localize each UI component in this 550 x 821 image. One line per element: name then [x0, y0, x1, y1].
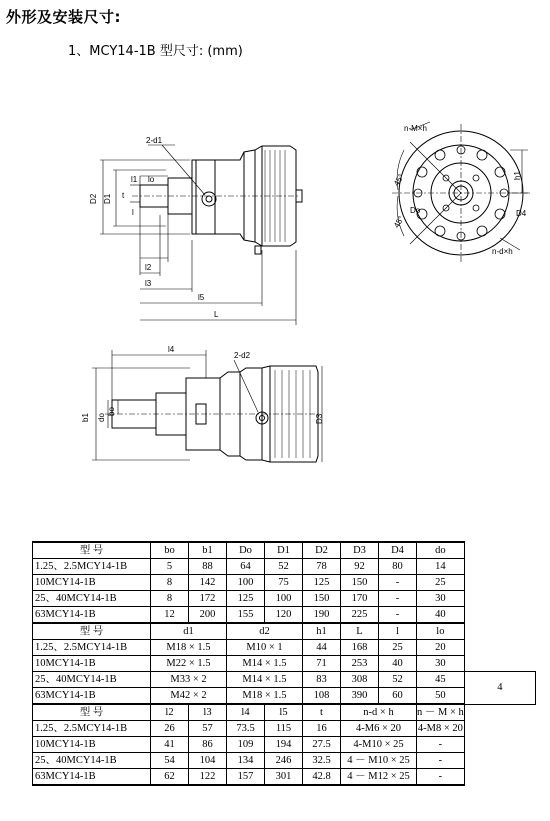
- header-cell: D4: [379, 542, 417, 559]
- header-cell: b1: [189, 542, 227, 559]
- table-cell: 60: [379, 688, 417, 705]
- table-cell: 25、40MCY14-1B: [33, 591, 151, 607]
- table-cell: -: [379, 607, 417, 624]
- table-cell: 8: [151, 591, 189, 607]
- table-cell: 1.25、2.5MCY14-1B: [33, 640, 151, 656]
- table-cell: 92: [341, 559, 379, 575]
- table-cell: 52: [265, 559, 303, 575]
- table-cell: 8: [151, 575, 189, 591]
- table-cell: 190: [303, 607, 341, 624]
- label-l4: l4: [168, 345, 175, 354]
- table-row: [33, 656, 536, 672]
- table-cell: 16: [303, 721, 341, 737]
- label-l2: l2: [145, 263, 152, 272]
- table-row: [33, 607, 536, 624]
- table-cell: 246: [265, 753, 303, 769]
- table-cell: 80: [379, 559, 417, 575]
- table-cell: M18 × 1.5: [227, 688, 303, 705]
- table-cell: 40: [417, 607, 465, 624]
- table-cell: 155: [227, 607, 265, 624]
- table-row: [33, 688, 536, 705]
- table-row: [33, 737, 536, 753]
- label-do: do: [97, 413, 106, 422]
- table-cell: M33 × 2: [151, 672, 227, 688]
- header-cell: D3: [341, 542, 379, 559]
- header-cell: lo: [417, 623, 465, 640]
- header-cell: D2: [303, 542, 341, 559]
- table-cell: 88: [189, 559, 227, 575]
- table-cell: M14 × 1.5: [227, 656, 303, 672]
- table-cell: 194: [265, 737, 303, 753]
- table-cell: 63MCY14-1B: [33, 688, 151, 705]
- table-cell: 30: [417, 591, 465, 607]
- header-cell: h1: [303, 623, 341, 640]
- table-cell: 172: [189, 591, 227, 607]
- table-cell: 54: [151, 753, 189, 769]
- label-45-upper: 45°: [391, 172, 406, 188]
- header-cell: n － M × h: [417, 704, 465, 721]
- table-cell: 4: [464, 672, 535, 705]
- table-cell: 115: [265, 721, 303, 737]
- table-cell: 10MCY14-1B: [33, 575, 151, 591]
- label-l1: l1: [131, 175, 138, 184]
- table-row: [33, 591, 536, 607]
- table-cell: 12: [151, 607, 189, 624]
- table-cell: 10MCY14-1B: [33, 656, 151, 672]
- table-cell: M10 × 1: [227, 640, 303, 656]
- table-cell: 170: [341, 591, 379, 607]
- table-cell: 120: [265, 607, 303, 624]
- label-lo: lo: [148, 175, 155, 184]
- label-2-d2: 2-d2: [234, 351, 251, 360]
- table-cell: M14 × 1.5: [227, 672, 303, 688]
- header-cell: t: [303, 704, 341, 721]
- table-row: [33, 640, 536, 656]
- table-cell: 109: [227, 737, 265, 753]
- header-cell: do: [417, 542, 465, 559]
- table-cell: 50: [417, 688, 465, 705]
- table-cell: 4-M6 × 20: [341, 721, 417, 737]
- header-cell: d1: [151, 623, 227, 640]
- table-cell: 32.5: [303, 753, 341, 769]
- side-view-drawing: [92, 350, 322, 462]
- table-header-row: [33, 623, 536, 640]
- table-cell: 100: [227, 575, 265, 591]
- table-cell: 63MCY14-1B: [33, 769, 151, 786]
- table-cell: M22 × 1.5: [151, 656, 227, 672]
- table-cell: M42 × 2: [151, 688, 227, 705]
- label-t: t: [122, 191, 125, 200]
- label-Do: Do: [410, 206, 421, 215]
- header-cell: 型 号: [33, 704, 151, 721]
- table-cell: 40: [379, 656, 417, 672]
- label-D3: D3: [315, 413, 324, 424]
- header-cell: n-d × h: [341, 704, 417, 721]
- table-cell: 83: [303, 672, 341, 688]
- table-cell: 4 － M12 × 25: [341, 769, 417, 786]
- label-D1: D1: [103, 193, 112, 204]
- label-n-M-h: n-M×h: [404, 124, 427, 133]
- table-cell: 62: [151, 769, 189, 786]
- table-cell: 75: [265, 575, 303, 591]
- table-cell: 142: [189, 575, 227, 591]
- header-cell: l2: [151, 704, 189, 721]
- header-cell: l: [379, 623, 417, 640]
- table-cell: 71: [303, 656, 341, 672]
- header-cell: l4: [227, 704, 265, 721]
- table-cell: 4 － M10 × 25: [341, 753, 417, 769]
- header-cell: d2: [227, 623, 303, 640]
- table-cell: -: [379, 591, 417, 607]
- table-cell: 225: [341, 607, 379, 624]
- table-cell: 25、40MCY14-1B: [33, 753, 151, 769]
- table-row: [33, 769, 536, 786]
- table-cell: 5: [151, 559, 189, 575]
- table-cell: 100: [265, 591, 303, 607]
- header-cell: 型 号: [33, 542, 151, 559]
- table-cell: 125: [227, 591, 265, 607]
- table-row: [33, 559, 536, 575]
- table-cell: 86: [189, 737, 227, 753]
- table-cell: 14: [417, 559, 465, 575]
- table-cell: 200: [189, 607, 227, 624]
- label-bo: bo: [107, 407, 116, 416]
- label-l: l: [132, 208, 134, 217]
- table-cell: 57: [189, 721, 227, 737]
- page-title: 外形及安装尺寸:: [6, 8, 121, 26]
- end-view-drawing: [392, 122, 530, 262]
- table-cell: 63MCY14-1B: [33, 607, 151, 624]
- table-cell: 157: [227, 769, 265, 786]
- label-2-d1: 2-d1: [146, 136, 163, 145]
- label-h1: h1: [513, 171, 522, 180]
- table-row: [33, 753, 536, 769]
- table-cell: 78: [303, 559, 341, 575]
- table-cell: 26: [151, 721, 189, 737]
- table-cell: 45: [417, 672, 465, 688]
- table-cell: 104: [189, 753, 227, 769]
- label-n-d-h: n-d×h: [492, 247, 513, 256]
- label-L: L: [214, 310, 219, 319]
- table-cell: 41: [151, 737, 189, 753]
- label-b1: b1: [81, 413, 90, 422]
- label-l3: l3: [145, 279, 152, 288]
- header-cell: L: [341, 623, 379, 640]
- table-cell: 134: [227, 753, 265, 769]
- header-cell: bo: [151, 542, 189, 559]
- table-cell: 390: [341, 688, 379, 705]
- table-cell: 125: [303, 575, 341, 591]
- table-row: [33, 672, 536, 688]
- header-cell: 型 号: [33, 623, 151, 640]
- header-cell: Do: [227, 542, 265, 559]
- table-cell: 10MCY14-1B: [33, 737, 151, 753]
- table-cell: -: [417, 737, 465, 753]
- table-cell: M18 × 1.5: [151, 640, 227, 656]
- table-cell: 1.25、2.5MCY14-1B: [33, 721, 151, 737]
- table-header-row: [33, 704, 536, 721]
- table-cell: 108: [303, 688, 341, 705]
- table-cell: 25: [379, 640, 417, 656]
- table-cell: 27.5: [303, 737, 341, 753]
- section-subtitle: 1、MCY14-1B 型尺寸: (mm): [68, 44, 243, 59]
- table-cell: 150: [303, 591, 341, 607]
- table-cell: 4-M8 × 20: [417, 721, 465, 737]
- table-cell: 150: [341, 575, 379, 591]
- table-row: [33, 575, 536, 591]
- table-cell: 30: [417, 656, 465, 672]
- label-D4: D4: [516, 209, 527, 218]
- table-cell: 168: [341, 640, 379, 656]
- table-header-row: [33, 542, 536, 559]
- table-cell: -: [417, 753, 465, 769]
- dimension-table: [32, 541, 536, 786]
- table-row: [33, 721, 536, 737]
- label-45-lower: 45°: [391, 214, 406, 230]
- table-cell: 73.5: [227, 721, 265, 737]
- table-cell: -: [379, 575, 417, 591]
- header-cell: l3: [189, 704, 227, 721]
- label-l5: l5: [198, 293, 205, 302]
- header-cell: l5: [265, 704, 303, 721]
- table-cell: 253: [341, 656, 379, 672]
- table-cell: 44: [303, 640, 341, 656]
- table-cell: 20: [417, 640, 465, 656]
- table-cell: 64: [227, 559, 265, 575]
- table-cell: -: [417, 769, 465, 786]
- table-cell: 42.8: [303, 769, 341, 786]
- table-cell: 122: [189, 769, 227, 786]
- table-cell: 301: [265, 769, 303, 786]
- table-cell: 4-M10 × 25: [341, 737, 417, 753]
- table-cell: 25、40MCY14-1B: [33, 672, 151, 688]
- table-cell: 308: [341, 672, 379, 688]
- header-cell: D1: [265, 542, 303, 559]
- table-cell: 52: [379, 672, 417, 688]
- table-cell: 1.25、2.5MCY14-1B: [33, 559, 151, 575]
- table-cell: 25: [417, 575, 465, 591]
- label-D2: D2: [89, 193, 98, 204]
